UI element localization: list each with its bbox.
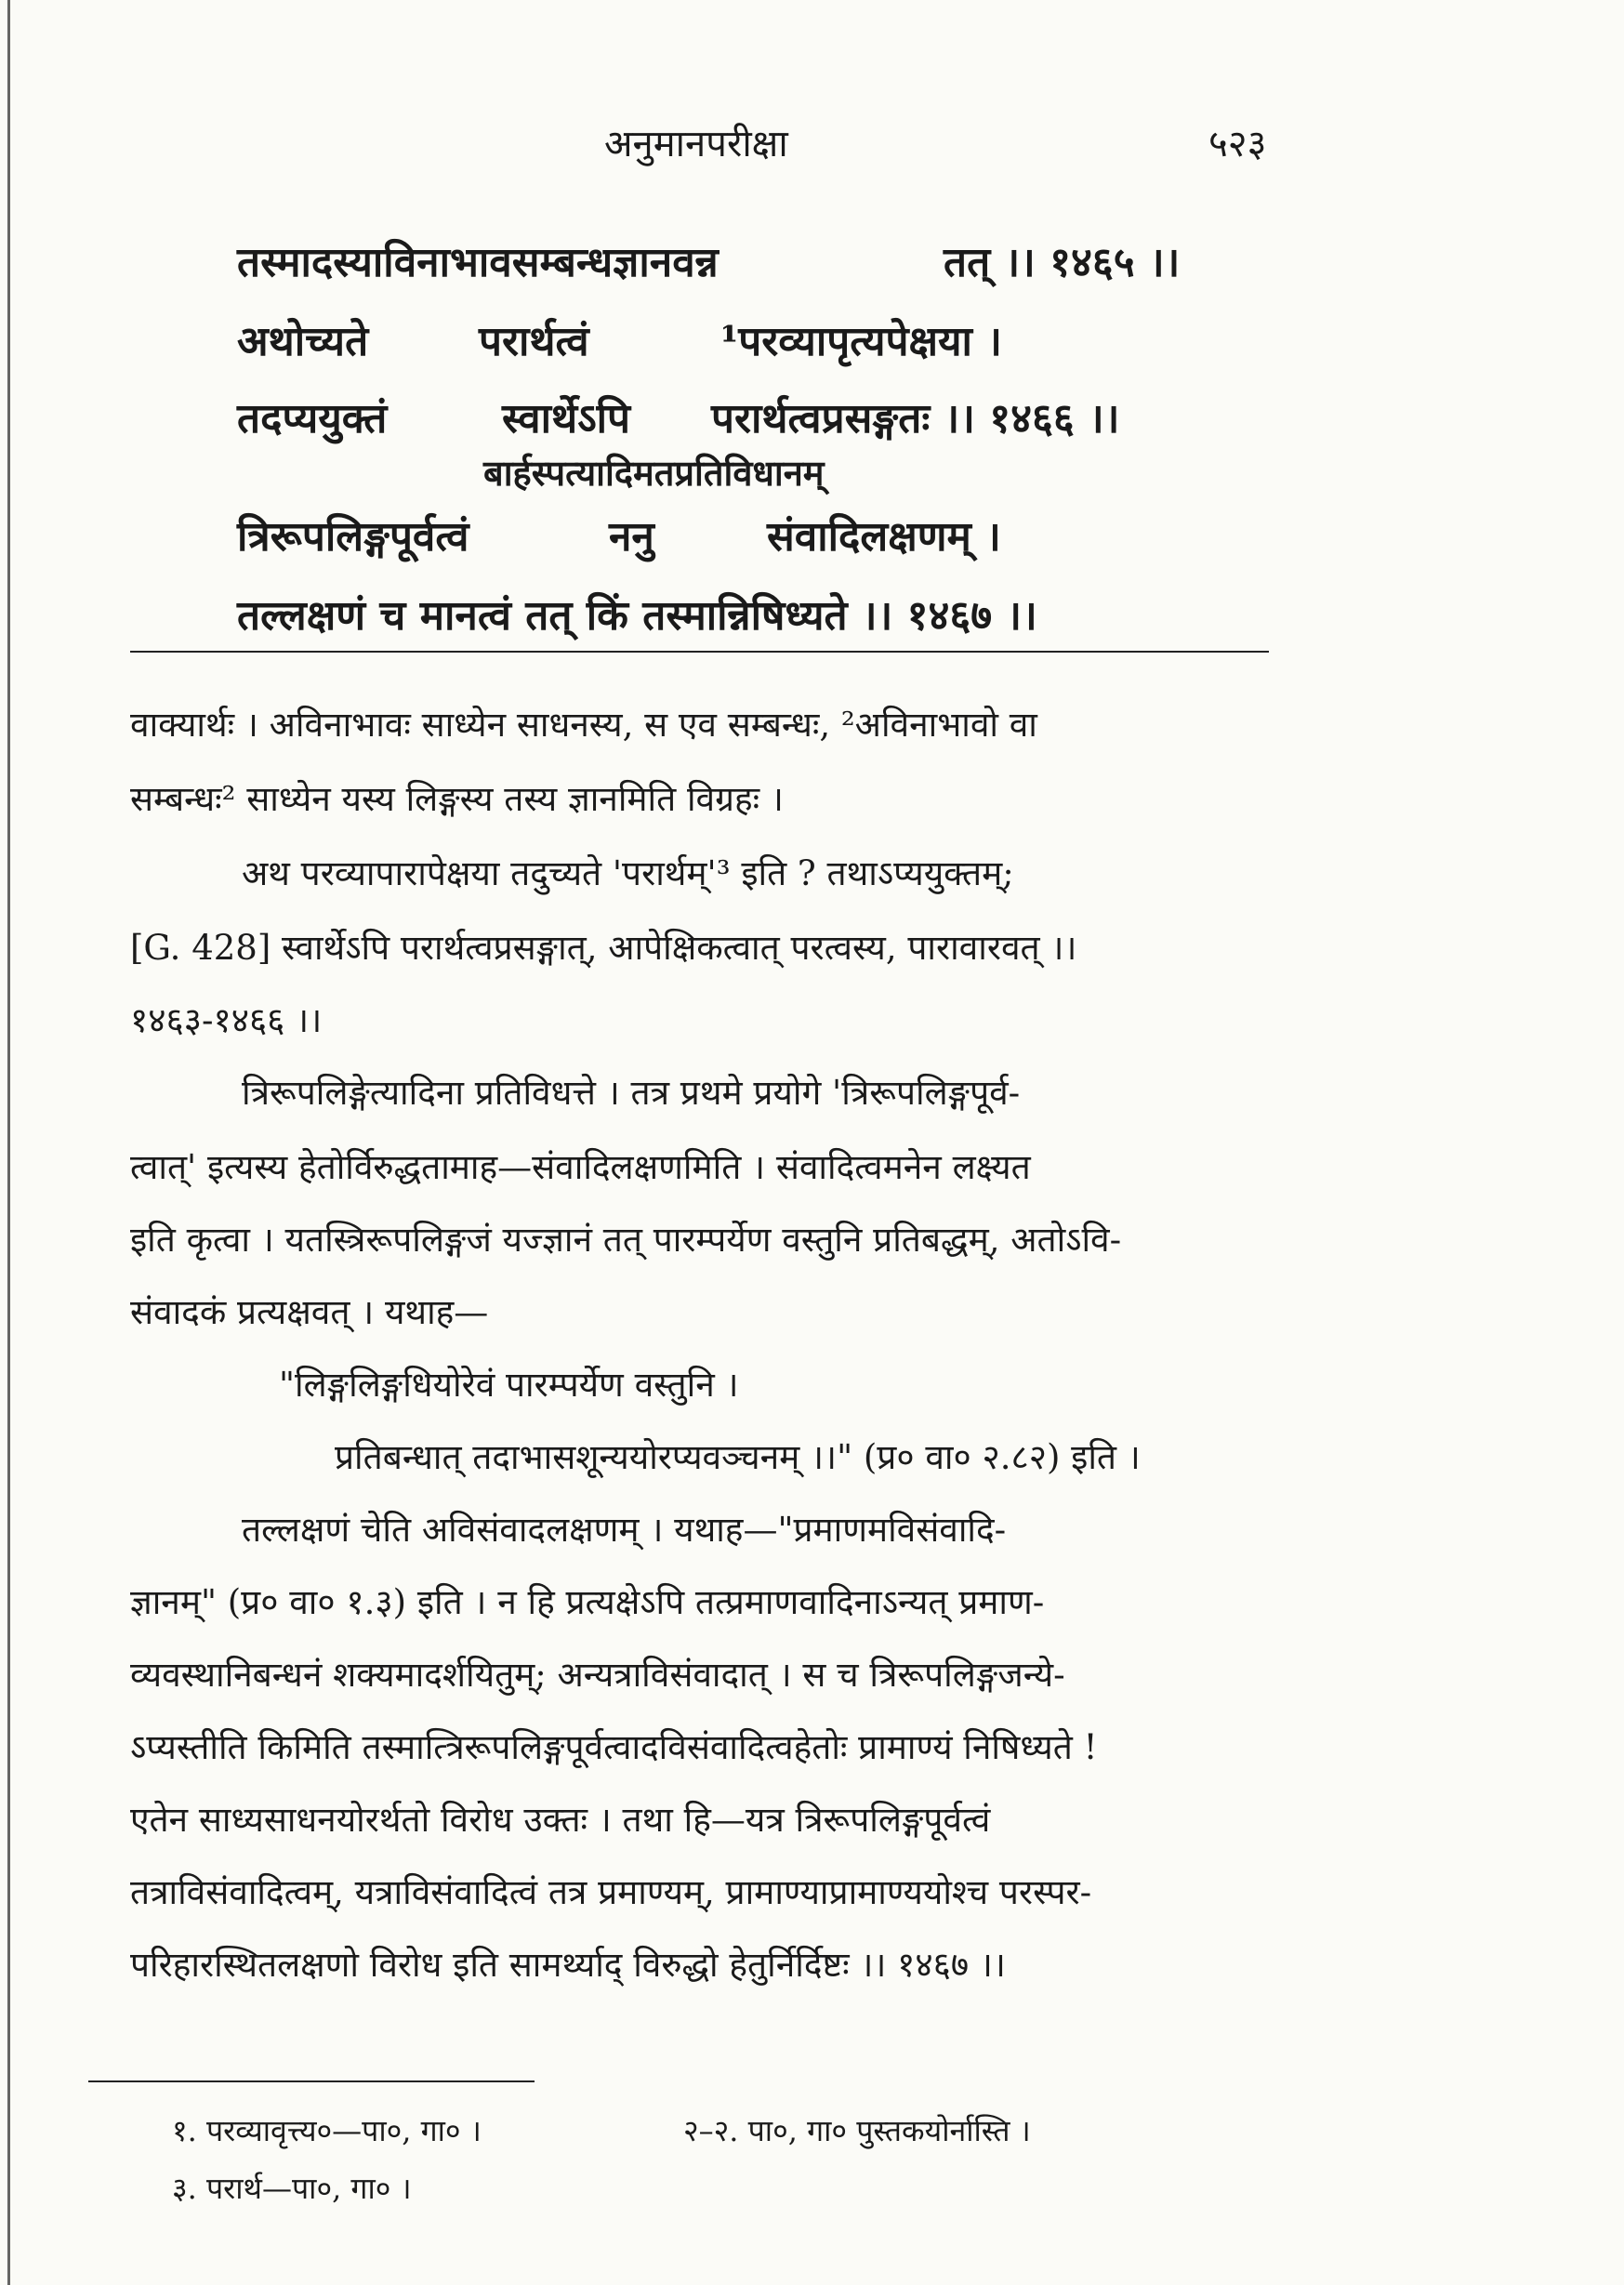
footnote-2: २–२. पा०, गा० पुस्तकयोर्नास्ति । xyxy=(683,2113,1031,2148)
quotation-line: प्रतिबन्धात् तदाभासशून्ययोरप्यवञ्चनम् ।।" (प्र० वा० २.८२) इति । xyxy=(335,1437,1141,1477)
commentary-line: एतेन साध्यसाधनयोरर्थतो विरोध उक्तः । तथा हि—यत्र त्रिरूपलिङ्गपूर्वत्वं xyxy=(130,1800,991,1840)
verse-segment: ननु xyxy=(609,513,654,561)
verse-segment: तस्मादस्याविनाभावसम्बन्धज्ञानवन्न xyxy=(237,239,719,286)
verse-segment: स्वार्थेऽपि xyxy=(502,395,631,442)
commentary-line: त्वात्' इत्यस्य हेतोर्विरुद्धतामाह—संवादिलक्षणमिति । संवादित्वमनेन लक्ष्यत xyxy=(130,1147,1031,1187)
page-edge-rule xyxy=(7,0,10,2285)
verse-separator-rule xyxy=(130,651,1269,653)
verse-segment: त्रिरूपलिङ्गपूर्वत्वं xyxy=(237,513,469,561)
section-subheading: बार्हस्पत्यादिमतप्रतिविधानम् xyxy=(483,452,825,494)
commentary-line: सम्बन्धः² साध्येन यस्य लिङ्गस्य तस्य ज्ञानमिति विग्रहः । xyxy=(130,779,784,819)
commentary-line: त्रिरूपलिङ्गेत्यादिना प्रतिविधत्ते । तत्र प्रथमे प्रयोगे 'त्रिरूपलिङ्गपूर्व- xyxy=(242,1073,1021,1113)
commentary-line: तल्लक्षणं चेति अविसंवादलक्षणम् । यथाह—"प्रमाणमविसंवादि- xyxy=(242,1510,1007,1550)
footnote-1: १. परव्यावृत्त्य०—पा०, गा० । xyxy=(172,2113,482,2148)
page-header xyxy=(0,116,1624,172)
commentary-line: ऽप्यस्तीति किमिति तस्मात्त्रिरूपलिङ्गपूर्वत्वादविसंवादित्वहेतोः प्रामाण्यं निषिध्यते ! xyxy=(130,1727,1098,1767)
commentary-line: तत्राविसंवादित्वम्, यत्राविसंवादित्वं तत्र प्रमाण्यम्, प्रामाण्याप्रामाण्ययोश्च परस्पर- xyxy=(130,1872,1092,1912)
commentary-line: ज्ञानम्" (प्र० वा० १.३) इति । न हि प्रत्यक्षेऽपि तत्प्रमाणवादिनाऽन्यत् प्रमाण- xyxy=(130,1582,1045,1622)
footnote-rule xyxy=(88,2080,535,2082)
verse-segment: ¹परव्यापृत्यपेक्षया । xyxy=(720,318,1002,365)
footnote-3: ३. परार्थ—पा०, गा० । xyxy=(172,2171,412,2206)
page-number: ५२३ xyxy=(1208,123,1267,165)
verse-segment: तदप्ययुक्तं xyxy=(237,395,388,442)
commentary-line: [G. 428] स्वार्थेऽपि परार्थत्वप्रसङ्गात्, आपेक्षिकत्वात् परत्वस्य, पारावारवत् ।। xyxy=(130,928,1077,968)
running-title: अनुमानपरीक्षा xyxy=(604,123,788,165)
commentary-line: इति कृत्वा । यतस्त्रिरूपलिङ्गजं यज्ज्ञानं तत् पारम्पर्येण वस्तुनि प्रतिबद्धम्, अतोऽवि- xyxy=(130,1220,1122,1260)
commentary-line: व्यवस्थानिबन्धनं शक्यमादर्शयितुम्; अन्यत्राविसंवादात् । स च त्रिरूपलिङ्गजन्ये- xyxy=(130,1655,1065,1695)
verse-segment: तल्लक्षणं च मानत्वं तत् किं तस्मान्निषिध्यते ।। १४६७ ।। xyxy=(237,592,1037,640)
commentary-line: संवादकं प्रत्यक्षवत् । यथाह— xyxy=(130,1292,489,1332)
commentary-line: परिहारस्थितलक्षणो विरोध इति सामर्थ्याद् विरुद्धो हेतुर्निर्दिष्टः ।। १४६७ ।। xyxy=(130,1945,1006,1985)
quotation-line: "लिङ्गलिङ्गधियोरेवं पारम्पर्येण वस्तुनि । xyxy=(279,1365,739,1405)
verse-segment: अथोच्यते xyxy=(237,318,369,365)
verse-segment: संवादिलक्षणम् । xyxy=(767,513,1001,561)
verse-segment: परार्थत्वप्रसङ्गतः ।। १४६६ ।। xyxy=(711,395,1120,442)
verse-segment: तत् ।। १४६५ ।। xyxy=(944,239,1181,286)
commentary-line: अथ परव्यापारापेक्षया तदुच्यते 'परार्थम्'³ इति ? तथाऽप्ययुक्तम्; xyxy=(242,853,1014,893)
verse-segment: परार्थत्वं xyxy=(479,318,589,365)
commentary-line: १४६३-१४६६ ।। xyxy=(130,1000,323,1040)
commentary-line: वाक्यार्थः । अविनाभावः साध्येन साधनस्य, स एव सम्बन्धः, ²अविनाभावो वा xyxy=(130,705,1037,745)
